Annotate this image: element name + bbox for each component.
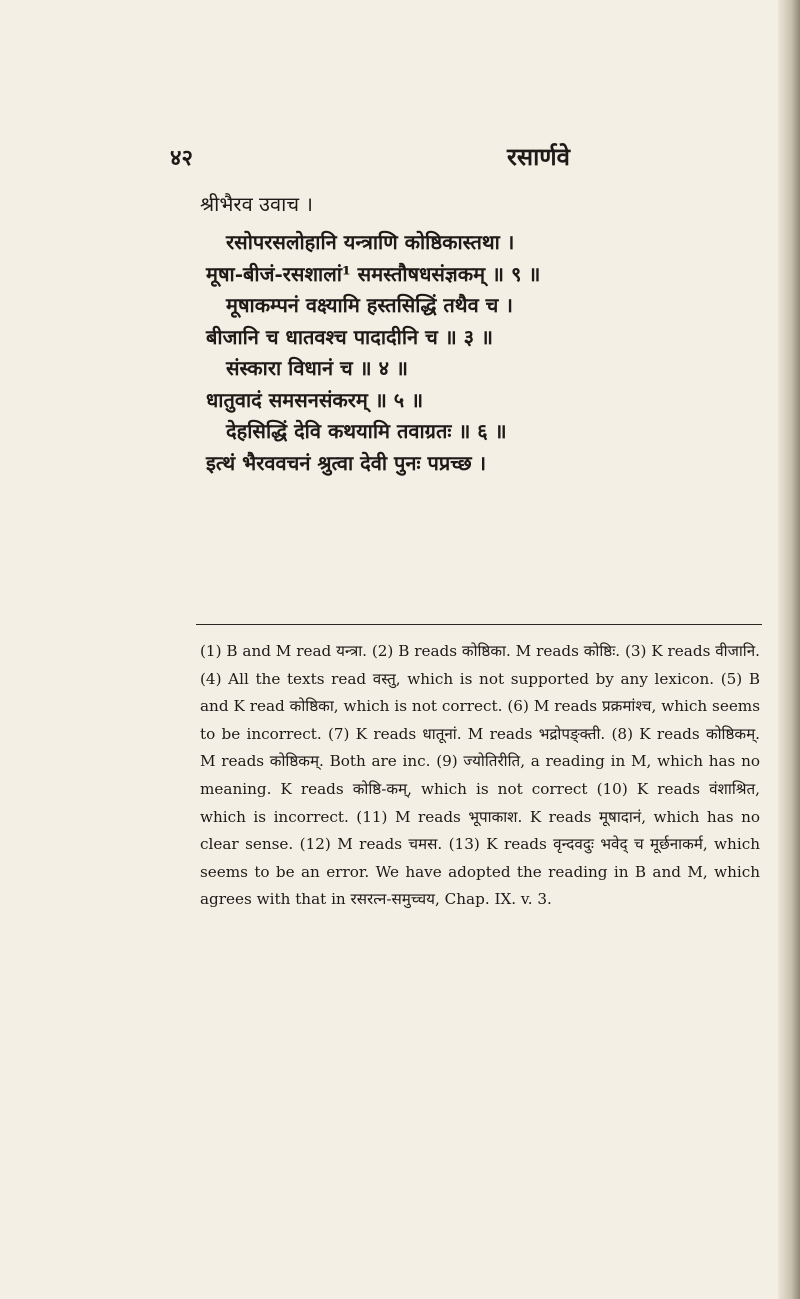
footnote-divider (196, 624, 762, 625)
page-edge (778, 0, 800, 1299)
verse-line: संस्कारा विधानं च ॥ ४ ॥ (226, 356, 408, 380)
verse-line: रसोपरसलोहानि यन्त्राणि कोष्ठिकास्तथा । (226, 230, 515, 254)
footnotes (200, 638, 760, 914)
verse-line: देहसिद्धिं देवि कथयामि तवाग्रतः ॥ ६ ॥ (226, 419, 507, 443)
footnote-text: (1) B and M read यन्त्रा. (2) B reads कोष्ठिका. M reads कोष्ठिः. (3) K reads वीजानि. (4) All the texts read वस्तु, which is not supported by any lexicon. (5) B and K read कोष्ठिका, which is not correct. (6) M reads प्रक्रमांश्च, which seems to be incorrect. (7) K reads धातूनां. M reads भद्रोपङ्क्ती. (8) K reads कोष्ठिकम्. M reads कोष्ठिकम्. Both are inc. (9) ज्योतिरीति, a reading in M, which has no meaning. K reads कोष्ठि-कम्, which is not correct (10) K reads वंशाश्रित, which is incorrect. (11) M reads भूपाकाश. K reads मूषादानं, which has no clear sense. (12) M reads चमस. (13) K reads वृन्दवदुः भवेद् च मूर्छनाकर्म, which seems to be an error. We have adopted the reading in B and M, which agrees with that in रसरत्न-समुच्चय, Chap. IX. v. 3. (200, 642, 760, 909)
verse-line: मूषाकम्पनं वक्ष्यामि हस्तसिद्धिं तथैव च । (226, 293, 513, 317)
verse-line: मूषा-बीजं-रसशालां¹ समस्तौषधसंज्ञकम् ॥ ९ ॥ (206, 261, 541, 286)
page-number: ४२ (170, 145, 193, 171)
verse-line: बीजानि च धातवश्च पादादीनि च ॥ ३ ॥ (206, 324, 494, 349)
verse-heading: श्रीभैरव उवाच । (200, 192, 313, 216)
verse-block (200, 190, 720, 479)
running-title: रसार्णवे (507, 142, 570, 171)
page-header (170, 140, 690, 173)
verse-line: धातुवादं समसनसंकरम् ॥ ५ ॥ (206, 387, 424, 412)
verse-line: इत्थं भैरववचनं श्रुत्वा देवी पुनः पप्रच्छ । (206, 450, 487, 475)
